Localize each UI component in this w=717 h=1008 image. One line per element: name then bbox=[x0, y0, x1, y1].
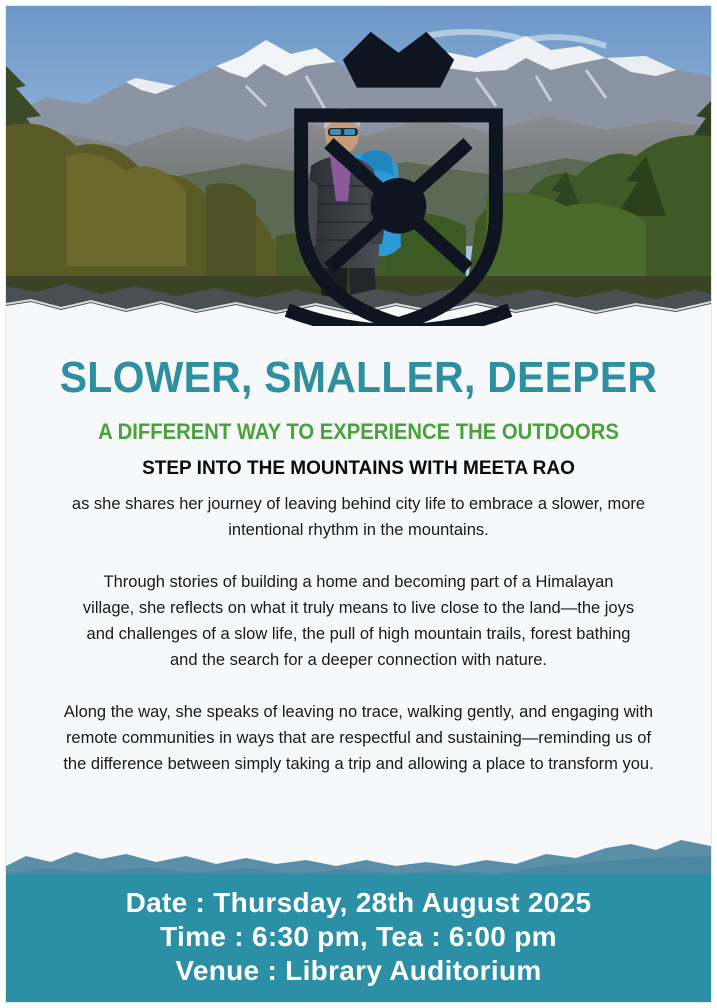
hero-photo bbox=[6, 6, 711, 326]
description-paragraph-3: Along the way, she speaks of leaving no trace, walking gently, and engaging with remote communities in ways that are respectful and sustaining—reminding us of the difference between simply taking a trip and allowing a place to transform you. bbox=[63, 703, 654, 773]
event-time: Time : 6:30 pm, Tea : 6:00 pm bbox=[160, 921, 557, 952]
event-poster bbox=[6, 6, 711, 1002]
description-paragraph-2: Through stories of building a home and becoming part of a Himalayan village, she reflects on what it truly means to live close to the land—the joys and challenges of a slow life, the pull of high mountain trails, forest bathing and the search for a deeper connection with nature. bbox=[82, 573, 635, 669]
club-crest-icon bbox=[46, 18, 711, 326]
tagline: STEP INTO THE MOUNTAINS WITH MEETA RAO bbox=[142, 458, 575, 479]
event-venue: Venue : Library Auditorium bbox=[175, 955, 542, 986]
event-date: Date : Thursday, 28th August 2025 bbox=[125, 887, 592, 918]
poster-content bbox=[6, 341, 711, 777]
club-logo bbox=[46, 18, 146, 326]
subtitle: A DIFFERENT WAY TO EXPERIENCE THE OUTDOORS bbox=[98, 419, 619, 444]
main-title: SLOWER, SMALLER, DEEPER bbox=[59, 353, 658, 402]
event-details-banner bbox=[6, 874, 711, 1002]
description-paragraph-1: as she shares her journey of leaving behind city life to embrace a slower, more intentional rhythm in the mountains. bbox=[71, 495, 646, 539]
